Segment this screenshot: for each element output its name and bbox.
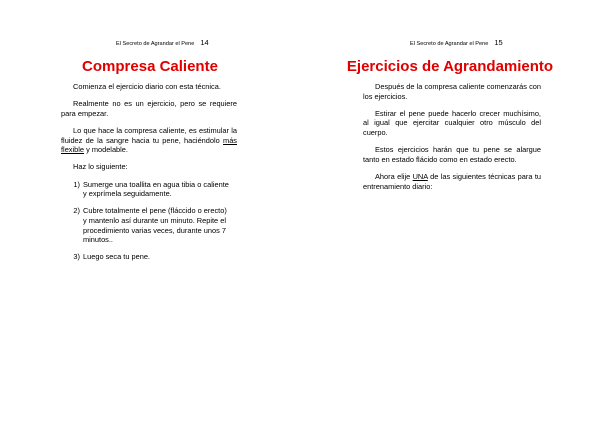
step-number: 1) — [73, 179, 80, 189]
text-run: y modelable. — [84, 145, 128, 155]
list-item — [61, 180, 237, 199]
header-title: El Secreto de Agrandar el Pene — [116, 41, 195, 47]
paragraph: Comienza el ejercicio diario con esta técnica. — [73, 82, 221, 91]
step-text: Cubre totalmente el pene (fláccido o erecto) y mantenlo así durante un minuto. Repite el procedimiento varias veces, durante unos 7 minutos.. — [83, 206, 227, 245]
header-title: El Secreto de Agrandar el Pene — [410, 41, 489, 47]
page-number: 15 — [494, 38, 503, 47]
right-page — [300, 0, 600, 425]
section-title: Ejercicios de Agrandamiento — [346, 58, 554, 75]
underlined-text: más flexible — [61, 135, 237, 155]
paragraph — [61, 126, 237, 155]
steps-list — [61, 180, 237, 262]
running-header — [116, 38, 209, 47]
underlined-text: UNA — [412, 171, 428, 181]
list-item — [61, 252, 237, 262]
section-title: Compresa Caliente — [82, 58, 218, 75]
page-number: 14 — [200, 38, 209, 47]
text-run: de las siguientes técnicas para tu entrenamiento diario: — [363, 171, 541, 191]
paragraph: Realmente no es un ejercicio, pero se requiere para empezar. — [61, 99, 237, 118]
step-text: Sumerge una toallita en agua tibia o caliente y exprímela seguidamente. — [83, 179, 229, 199]
running-header — [410, 38, 503, 47]
paragraph: Estirar el pene puede hacerlo crecer muchísimo, al igual que ejercitar cualquier otro músculo del cuerpo. — [363, 108, 541, 137]
body-text — [363, 82, 541, 199]
paragraph — [363, 172, 541, 191]
paragraph: Después de la compresa caliente comenzarás con los ejercicios. — [363, 82, 541, 101]
step-number: 2) — [73, 206, 80, 216]
list-item — [61, 206, 237, 244]
step-text: Luego seca tu pene. — [83, 252, 150, 262]
step-number: 3) — [73, 252, 80, 262]
text-run: Ahora elije — [375, 171, 413, 181]
paragraph: Estos ejercicios harán que tu pene se alargue tanto en estado flácido como en estado erecto. — [363, 145, 541, 164]
body-text — [61, 82, 237, 269]
text-run: Lo que hace la compresa caliente, es estimular la fluidez de la sangre hacia tu pene, haciéndolo — [61, 125, 237, 145]
paragraph: Haz lo siguiente: — [73, 162, 128, 172]
